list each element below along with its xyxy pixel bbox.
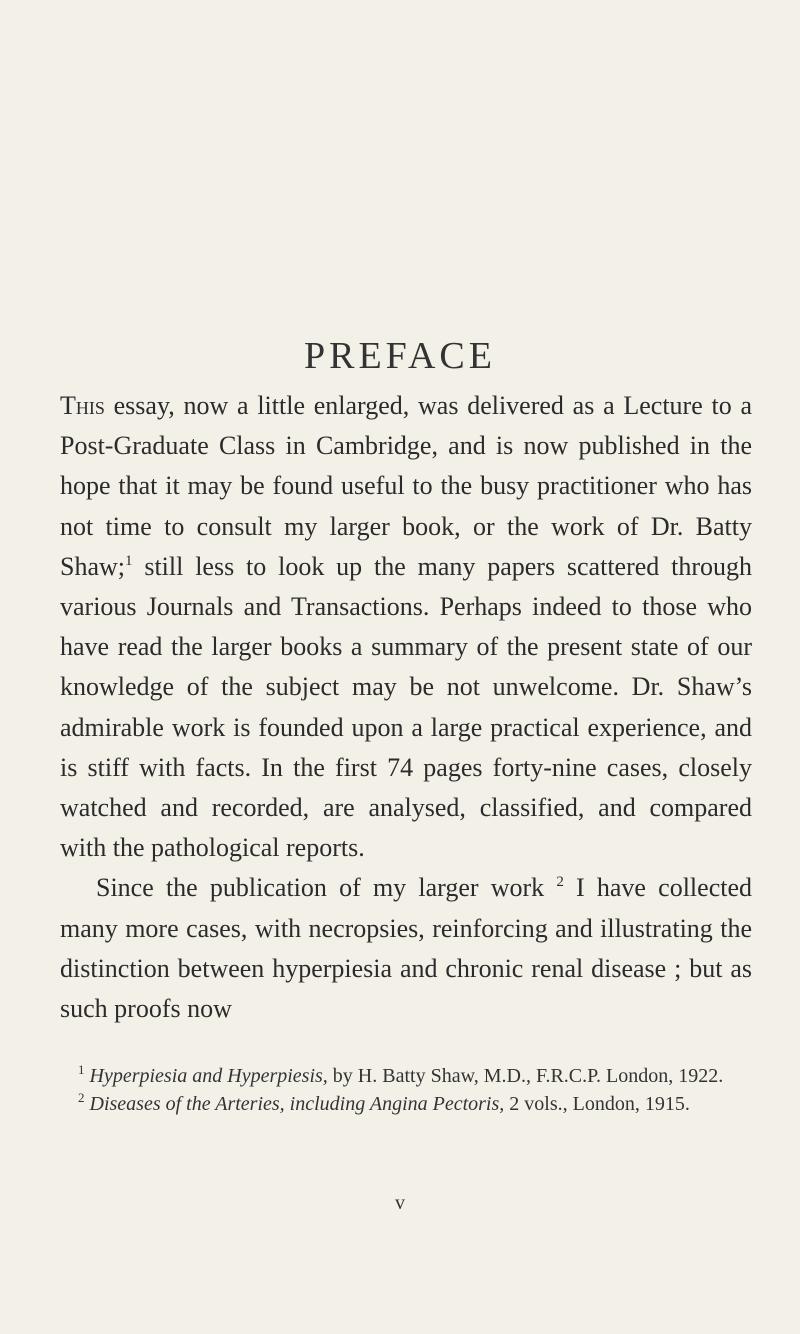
paragraph-2-text-a: Since the publication of my larger work bbox=[96, 873, 545, 903]
page-heading: PREFACE bbox=[303, 335, 496, 377]
page-number: v bbox=[395, 1192, 405, 1214]
footnote-2-text: 2 vols., London, 1915. bbox=[504, 1093, 690, 1115]
paragraph-1-text-b: still less to look up the many papers scattered through various Journals and Transactions. Perhaps indeed to those who have read the larger books a summary of the present state of our knowledge of the subject may be not unwelcome. Dr. Shaw’s admirable work is founded upon a large practical experience, and is stiff with facts. In the first 74 pages forty-nine cases, closely watched and recorded, are analysed, classified, and compared with the pathological reports. bbox=[60, 551, 752, 863]
paragraph-1-text-a: essay, now a little enlarged, was delivered as a Lecture to a Post-Graduate Class in Cambridge, and is now published in the hope that it may be found useful to the busy practitioner who has not time to consult my larger book, or the work of Dr. Batty Shaw; bbox=[60, 391, 752, 581]
paragraph-1 bbox=[60, 386, 752, 868]
paragraph-2-text-b: I have collected many more cases, with necropsies, reinforcing and illustrating the distinction between hyperpiesia and chronic renal disease ; but as such proofs now bbox=[60, 873, 752, 1024]
footnotes bbox=[60, 1062, 752, 1118]
preface-body bbox=[60, 386, 752, 1029]
footnote-2-title: Diseases of the Arteries, including Angina Pectoris, bbox=[89, 1093, 505, 1115]
footnote-ref-1: 1 bbox=[125, 552, 133, 569]
paragraph-1-lead: This bbox=[60, 391, 105, 420]
footnote-1-title: Hyperpiesia and Hyperpiesis, bbox=[89, 1065, 328, 1087]
footnote-2-mark: 2 bbox=[78, 1090, 85, 1105]
footnote-1-mark: 1 bbox=[78, 1062, 85, 1077]
footnote-2 bbox=[60, 1090, 752, 1118]
paragraph-2 bbox=[60, 868, 752, 1029]
footnote-ref-2: 2 bbox=[556, 874, 564, 891]
footnote-1-text: by H. Batty Shaw, M.D., F.R.C.P. London, 1922. bbox=[327, 1065, 724, 1087]
footnote-1 bbox=[60, 1062, 752, 1090]
